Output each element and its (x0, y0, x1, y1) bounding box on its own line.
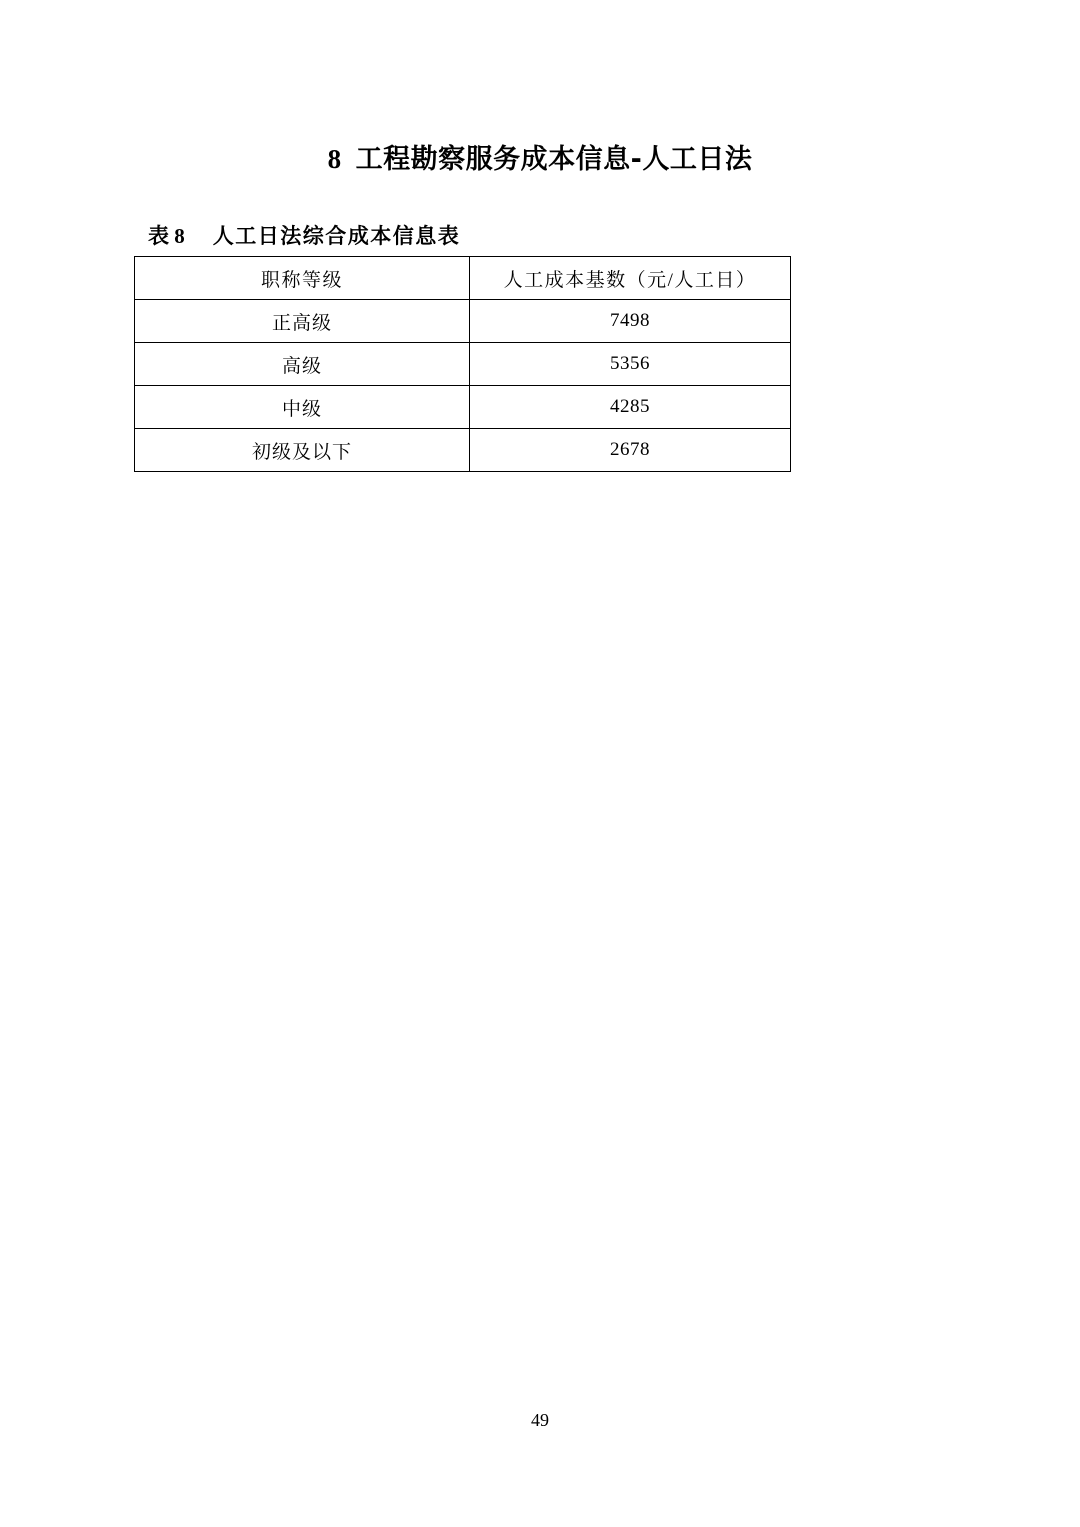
table-caption (148, 220, 460, 250)
table-row (135, 429, 791, 472)
page-number: 49 (531, 1410, 549, 1430)
page-title (0, 137, 1080, 176)
table-caption-label: 表 8 (148, 224, 185, 248)
table-caption-title: 人工日法综合成本信息表 (212, 224, 461, 248)
section-number: 8 (327, 144, 342, 174)
table-row (135, 386, 791, 429)
cell-grade: 中级 (135, 386, 470, 429)
table-header-row (135, 257, 791, 300)
cell-grade: 正高级 (135, 300, 470, 343)
cell-base: 2678 (470, 429, 791, 472)
section-title: 工程勘察服务成本信息-人工日法 (355, 144, 753, 175)
cost-information-table (134, 256, 791, 472)
table-row (135, 300, 791, 343)
column-header-base: 人工成本基数（元/人工日） (470, 257, 791, 300)
cell-grade: 高级 (135, 343, 470, 386)
cell-base: 4285 (470, 386, 791, 429)
cell-grade: 初级及以下 (135, 429, 470, 472)
table-row (135, 343, 791, 386)
cell-base: 5356 (470, 343, 791, 386)
cell-base: 7498 (470, 300, 791, 343)
column-header-grade: 职称等级 (135, 257, 470, 300)
